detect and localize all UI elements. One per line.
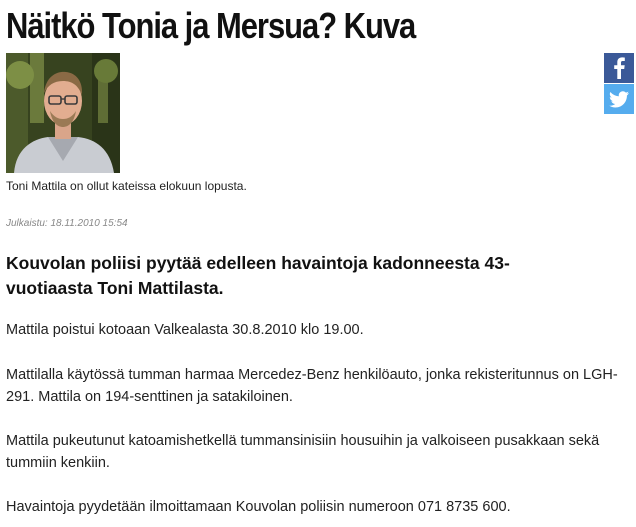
portrait-image	[6, 53, 120, 173]
article-paragraph: Mattilalla käytössä tumman harmaa Mercedez-Benz henkilöauto, jonka rekisteritunnus on LGH-291. Mattila on 194-senttinen ja satakiloinen.	[6, 367, 618, 405]
facebook-icon	[612, 57, 626, 79]
share-twitter-button[interactable]	[604, 84, 634, 114]
article-title: Näitkö Tonia ja Mersua? Kuva	[6, 5, 416, 46]
article-paragraph: Havaintoja pyydetään ilmoittamaan Kouvolan poliisin numeroon 071 8735 600.	[6, 499, 511, 515]
article-photo[interactable]	[6, 53, 120, 173]
publish-date: Julkaistu: 18.11.2010 15:54	[6, 218, 128, 229]
image-caption: Toni Mattila on ollut kateissa elokuun lopusta.	[6, 179, 247, 193]
share-facebook-button[interactable]	[604, 53, 634, 83]
twitter-icon	[609, 91, 629, 108]
article-paragraph: Mattila poistui kotoaan Valkealasta 30.8.2010 klo 19.00.	[6, 322, 364, 338]
article-paragraph: Mattila pukeutunut katoamishetkellä tummansinisiin housuihin ja valkoiseen pusakkaan sekä tummiin kenkiin.	[6, 433, 600, 471]
article-lead: Kouvolan poliisi pyytää edelleen havaintoja kadonneesta 43-vuotiaasta Toni Mattilasta.	[6, 253, 510, 298]
